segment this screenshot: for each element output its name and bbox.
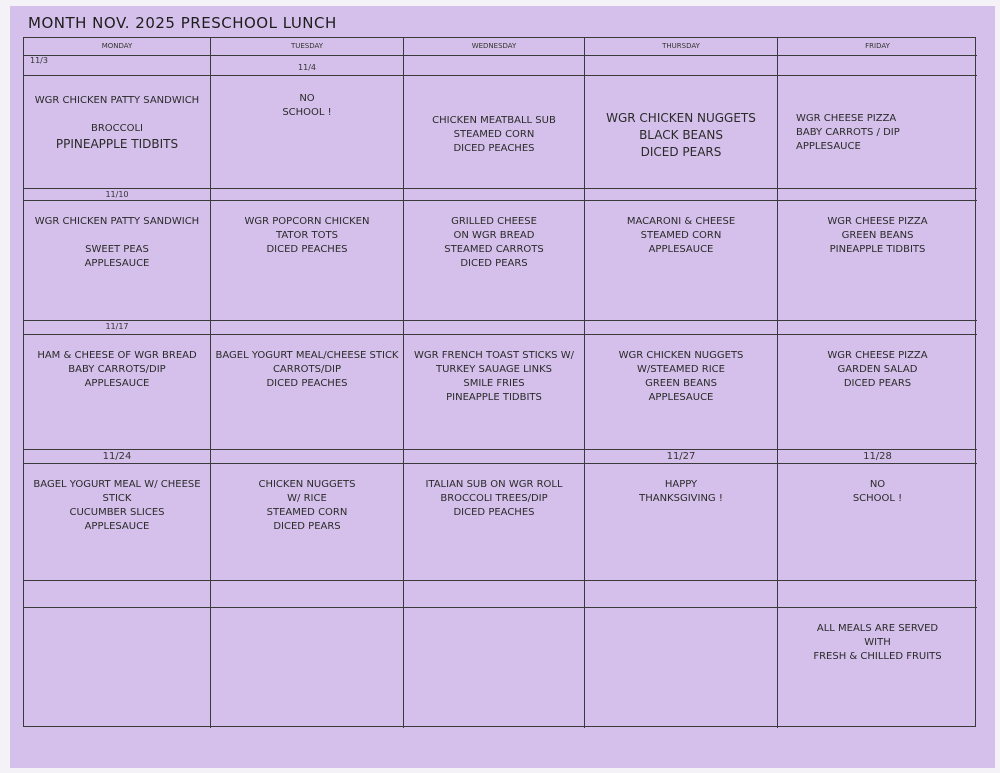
date-strip xyxy=(778,56,977,76)
meal-cell-tue xyxy=(211,76,404,189)
menu-item: WGR FRENCH TOAST STICKS W/ xyxy=(414,350,574,361)
menu-item: TURKEY SAUAGE LINKS xyxy=(435,364,553,375)
menu-item: W/STEAMED RICE xyxy=(637,364,725,375)
menu-item: WGR CHEESE PIZZA xyxy=(827,216,928,227)
meal-cell-mon xyxy=(24,76,211,189)
menu-item: PINEAPPLE TIDBITS xyxy=(829,244,926,255)
menu-item: WGR POPCORN CHICKEN xyxy=(244,216,370,227)
menu-item: APPLESAUCE xyxy=(84,378,150,389)
menu-item: WGR CHICKEN NUGGETS xyxy=(606,111,756,125)
menu-item: GRILLED CHEESE xyxy=(451,216,537,227)
date-strip xyxy=(404,321,585,335)
menu-item: APPLESAUCE xyxy=(796,141,861,152)
day-header-wednesday: WEDNESDAY xyxy=(404,38,585,56)
menu-item: MACARONI & CHEESE xyxy=(626,216,736,227)
menu-item: BAGEL YOGURT MEAL/CHEESE STICK xyxy=(215,350,399,361)
menu-item: BLACK BEANS xyxy=(639,128,723,142)
meal-cell-thu xyxy=(585,335,778,450)
meal-cell-wed xyxy=(404,335,585,450)
meal-cell-mon xyxy=(24,335,211,450)
menu-item: SCHOOL ! xyxy=(282,107,332,118)
meal-cell-fri xyxy=(778,201,977,321)
blank-strip xyxy=(211,581,404,608)
meal-cell-mon xyxy=(24,201,211,321)
date-strip xyxy=(404,56,585,76)
menu-item: SCHOOL ! xyxy=(852,493,903,504)
menu-item: ON WGR BREAD xyxy=(453,230,535,241)
date-strip: 11/10 xyxy=(24,189,211,201)
date-strip xyxy=(585,321,778,335)
menu-item: CUCUMBER SLICES xyxy=(69,507,165,518)
meal-cell-wed xyxy=(404,201,585,321)
menu-item: HAM & CHEESE OF WGR BREAD xyxy=(37,350,197,361)
blank-strip xyxy=(778,581,977,608)
menu-item: STEAMED CORN xyxy=(453,129,535,140)
lunch-calendar-grid xyxy=(23,37,976,727)
blank-strip xyxy=(24,581,211,608)
menu-item: CHICKEN NUGGETS xyxy=(258,479,356,490)
menu-item: SWEET PEAS xyxy=(85,244,149,255)
menu-item: THANKSGIVING ! xyxy=(639,493,723,504)
meal-cell-tue xyxy=(211,464,404,581)
date-strip xyxy=(211,321,404,335)
menu-item xyxy=(24,229,210,243)
menu-item: GREEN BEANS xyxy=(841,230,914,241)
blank-strip xyxy=(585,581,778,608)
menu-item: DICED PEACHES xyxy=(266,378,348,389)
blank-strip xyxy=(404,581,585,608)
footer-note-line: WITH xyxy=(864,637,891,648)
footer-note xyxy=(778,608,977,728)
date-strip xyxy=(404,450,585,464)
date-strip xyxy=(211,450,404,464)
empty-cell xyxy=(24,608,211,728)
menu-item: STICK xyxy=(102,493,132,504)
page-title: MONTH NOV. 2025 PRESCHOOL LUNCH xyxy=(28,14,337,32)
menu-item: BAGEL YOGURT MEAL W/ CHEESE xyxy=(33,479,201,490)
menu-item: APPLESAUCE xyxy=(648,244,714,255)
footer-note-line: FRESH & CHILLED FRUITS xyxy=(813,651,942,662)
menu-item: APPLESAUCE xyxy=(84,521,150,532)
menu-item: W/ RICE xyxy=(287,493,327,504)
menu-item: CHICKEN MEATBALL SUB xyxy=(432,115,556,126)
menu-item: NO xyxy=(299,93,315,104)
menu-item: DICED PEARS xyxy=(273,521,341,532)
date-strip: 11/28 xyxy=(778,450,977,464)
menu-item: DICED PEARS xyxy=(640,145,722,159)
date-strip xyxy=(778,321,977,335)
menu-item: NO xyxy=(869,479,886,490)
day-header-monday: MONDAY xyxy=(24,38,211,56)
menu-item: ITALIAN SUB ON WGR ROLL xyxy=(425,479,563,490)
menu-item xyxy=(24,108,210,122)
menu-item: WGR CHICKEN PATTY SANDWICH xyxy=(34,216,200,227)
menu-item: STEAMED CORN xyxy=(640,230,722,241)
menu-item: HAPPY xyxy=(664,479,698,490)
menu-item: BABY CARROTS / DIP xyxy=(796,127,900,138)
meal-cell-fri xyxy=(778,76,977,189)
menu-item: BROCCOLI xyxy=(90,123,144,134)
empty-cell xyxy=(211,608,404,728)
menu-item: BABY CARROTS/DIP xyxy=(68,364,166,375)
day-header-tuesday: TUESDAY xyxy=(211,38,404,56)
date-strip: 11/24 xyxy=(24,450,211,464)
menu-item: DICED PEACHES xyxy=(266,244,348,255)
menu-item: BROCCOLI TREES/DIP xyxy=(440,493,548,504)
menu-item: STEAMED CORN xyxy=(266,507,348,518)
menu-item: SMILE FRIES xyxy=(463,378,525,389)
meal-cell-fri xyxy=(778,335,977,450)
date-strip: 11/4 xyxy=(211,56,404,76)
footer-note-line: ALL MEALS ARE SERVED xyxy=(816,623,939,634)
meal-cell-mon xyxy=(24,464,211,581)
menu-item: APPLESAUCE xyxy=(648,392,714,403)
date-strip xyxy=(778,189,977,201)
meal-cell-wed xyxy=(404,464,585,581)
date-strip xyxy=(585,189,778,201)
date-strip: 11/27 xyxy=(585,450,778,464)
meal-cell-tue xyxy=(211,201,404,321)
day-header-friday: FRIDAY xyxy=(778,38,977,56)
meal-cell-tue xyxy=(211,335,404,450)
day-header-thursday: THURSDAY xyxy=(585,38,778,56)
menu-item: STEAMED CARROTS xyxy=(444,244,544,255)
menu-item: DICED PEARS xyxy=(460,258,528,269)
empty-cell xyxy=(585,608,778,728)
empty-cell xyxy=(404,608,585,728)
date-strip xyxy=(585,56,778,76)
menu-item: WGR CHICKEN PATTY SANDWICH xyxy=(34,95,200,106)
menu-item: DICED PEARS xyxy=(843,378,912,389)
menu-item: WGR CHEESE PIZZA xyxy=(796,113,897,124)
meal-cell-fri xyxy=(778,464,977,581)
date-strip xyxy=(404,189,585,201)
menu-item: WGR CHEESE PIZZA xyxy=(827,350,928,361)
meal-cell-thu xyxy=(585,464,778,581)
menu-item: DICED PEACHES xyxy=(453,507,535,518)
menu-item: APPLESAUCE xyxy=(84,258,150,269)
menu-item: WGR CHICKEN NUGGETS xyxy=(618,350,744,361)
menu-item: GREEN BEANS xyxy=(645,378,717,389)
meal-cell-thu xyxy=(585,201,778,321)
date-strip: 11/3 xyxy=(24,56,211,76)
menu-item: TATOR TOTS xyxy=(276,230,338,241)
menu-item: DICED PEACHES xyxy=(453,143,535,154)
meal-cell-thu xyxy=(585,76,778,189)
menu-item: PINEAPPLE TIDBITS xyxy=(446,392,542,403)
date-strip: 11/17 xyxy=(24,321,211,335)
menu-item: GARDEN SALAD xyxy=(837,364,918,375)
date-strip xyxy=(211,189,404,201)
menu-item: PPINEAPPLE TIDBITS xyxy=(55,137,179,151)
menu-item: CARROTS/DIP xyxy=(272,364,342,375)
meal-cell-wed xyxy=(404,76,585,189)
